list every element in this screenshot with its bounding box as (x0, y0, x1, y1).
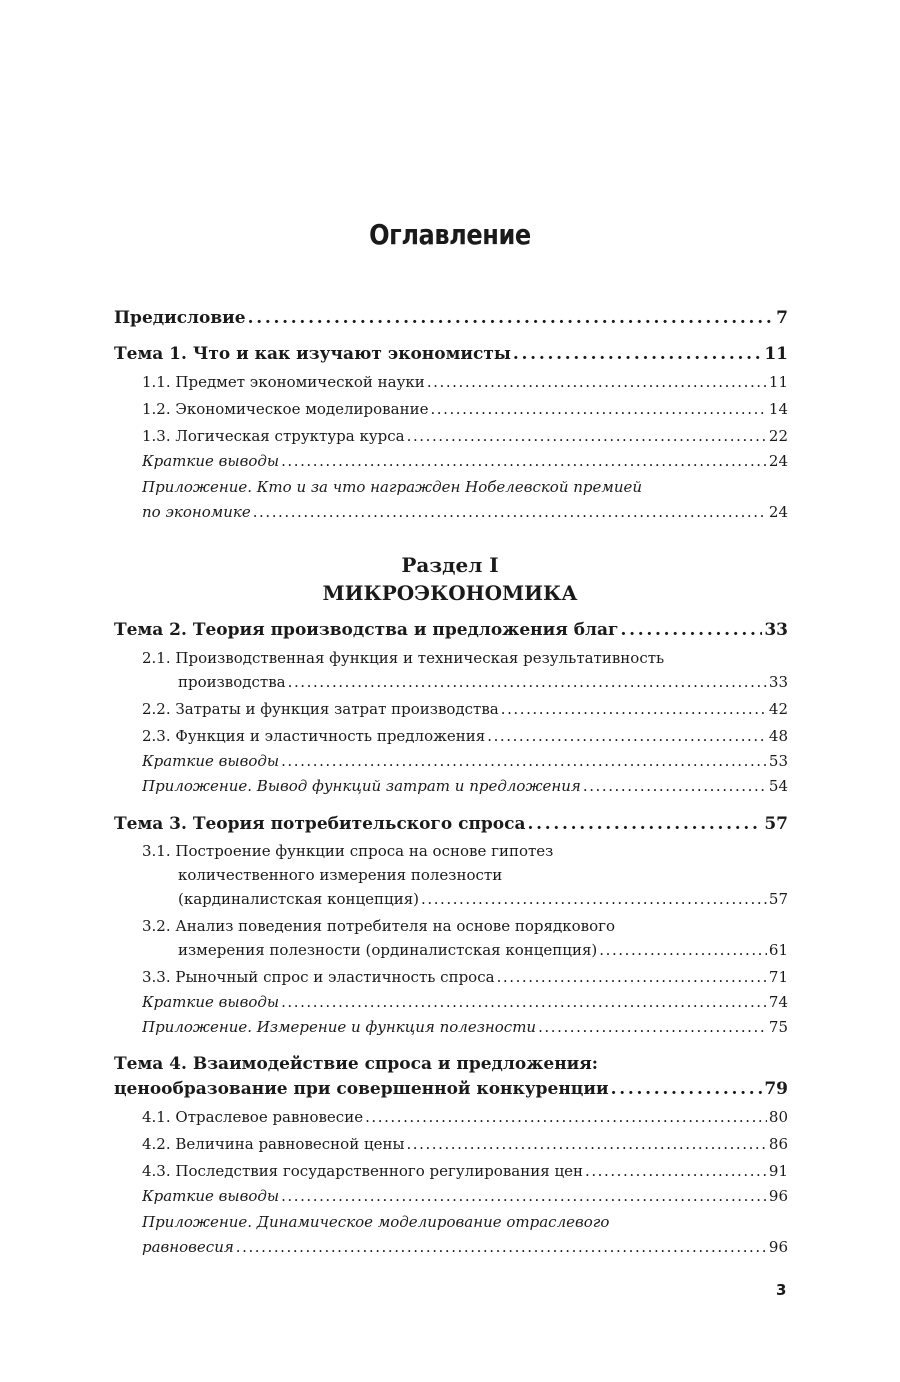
toc-entry-3-2-line1: 3.2. Анализ поведения потребителя на основе порядкового (142, 917, 615, 935)
toc-entry-label: 2.3. Функция и эластичность предложения (142, 727, 486, 745)
dot-leader (288, 673, 767, 691)
toc-entry-label: Краткие выводы (142, 993, 280, 1011)
toc-page-number: 79 (764, 1079, 788, 1099)
toc-entry-3-1-line1: 3.1. Построение функции спроса на основе гипотез (142, 842, 554, 860)
toc-page-number: 7 (776, 308, 788, 328)
toc-page-number: 48 (768, 727, 788, 745)
toc-entry-2-1-line1: 2.1. Производственная функция и техническая результативность (142, 649, 665, 667)
toc-entry-1-3[interactable] (142, 427, 788, 445)
dot-leader (365, 1108, 767, 1126)
toc-entry-1-2[interactable] (142, 400, 788, 418)
section-title: МИКРОЭКОНОМИКА (322, 581, 578, 605)
toc-entry-label: 3.3. Рыночный спрос и эластичность спроса (142, 968, 495, 986)
toc-entry-label: равновесия (142, 1238, 234, 1256)
toc-entry-4-3[interactable] (142, 1162, 788, 1180)
dot-leader (497, 968, 767, 986)
toc-entry-3-1-line2: количественного измерения полезности (178, 866, 503, 884)
toc-entry-2-2[interactable] (142, 700, 788, 718)
toc-page-number: 71 (768, 968, 788, 986)
toc-entry-3-appendix[interactable] (142, 1018, 788, 1036)
toc-page-number: 42 (768, 700, 788, 718)
toc-page-number: 11 (764, 344, 788, 364)
toc-entry-1-summary[interactable] (142, 452, 788, 470)
section-number: Раздел I (401, 553, 499, 577)
dot-leader (538, 1018, 767, 1036)
toc-entry-label: измерения полезности (ординалистская концепция) (178, 941, 598, 959)
toc-entry-1-appendix[interactable] (142, 503, 788, 521)
toc-entry-4-1[interactable] (142, 1108, 788, 1126)
toc-entry-label: ценообразование при совершенной конкуренции (114, 1079, 609, 1099)
toc-page-number: 80 (768, 1108, 788, 1126)
toc-entry-3-3[interactable] (142, 968, 788, 986)
toc-page-number: 86 (768, 1135, 788, 1153)
toc-entry-label: Краткие выводы (142, 452, 280, 470)
toc-page-number: 33 (768, 673, 788, 691)
toc-entry-label: 4.3. Последствия государственного регулирования цен (142, 1162, 583, 1180)
toc-page-number: 57 (768, 890, 788, 908)
toc-entry-label: Приложение. Измерение и функция полезности (142, 1018, 537, 1036)
page-folio: 3 (776, 1281, 787, 1299)
toc-entry-4-appendix[interactable] (142, 1238, 788, 1256)
dot-leader (620, 620, 762, 640)
toc-entry-label: по экономике (142, 503, 251, 521)
toc-entry-label: производства (178, 673, 286, 691)
toc-page-number: 96 (768, 1238, 788, 1256)
dot-leader (527, 814, 762, 834)
toc-page-number: 54 (768, 777, 788, 795)
dot-leader (513, 344, 762, 364)
dot-leader (583, 777, 767, 795)
toc-page-number: 61 (768, 941, 788, 959)
toc-entry-3-2[interactable] (142, 941, 788, 959)
toc-page-number: 57 (764, 814, 788, 834)
dot-leader (236, 1238, 767, 1256)
toc-entry-label: 1.2. Экономическое моделирование (142, 400, 429, 418)
toc-page-number: 22 (768, 427, 788, 445)
toc-entry-2-appendix[interactable] (142, 777, 788, 795)
dot-leader (281, 1187, 767, 1205)
page-title: Оглавление (369, 218, 531, 251)
toc-entry-topic-2[interactable] (114, 620, 788, 640)
toc-entry-preface[interactable] (114, 308, 788, 328)
dot-leader (611, 1079, 763, 1099)
toc-entry-topic-4[interactable] (114, 1079, 788, 1099)
dot-leader (407, 427, 767, 445)
toc-page-number: 91 (768, 1162, 788, 1180)
toc-entry-2-3[interactable] (142, 727, 788, 745)
toc-entry-label: Тема 1. Что и как изучают экономисты (114, 344, 511, 364)
toc-entry-label: Тема 3. Теория потребительского спроса (114, 814, 526, 834)
toc-entry-4-appendix-line1: Приложение. Динамическое моделирование отраслевого (142, 1213, 610, 1231)
toc-entry-1-1[interactable] (142, 373, 788, 391)
toc-entry-4-2[interactable] (142, 1135, 788, 1153)
toc-page-number: 75 (768, 1018, 788, 1036)
toc-page-number: 24 (768, 503, 788, 521)
toc-entry-2-1[interactable] (142, 673, 788, 691)
dot-leader (501, 700, 767, 718)
dot-leader (281, 752, 767, 770)
dot-leader (427, 373, 767, 391)
toc-entry-label: 2.2. Затраты и функция затрат производства (142, 700, 499, 718)
toc-entry-2-summary[interactable] (142, 752, 788, 770)
toc-page-number: 11 (768, 373, 788, 391)
dot-leader (421, 890, 767, 908)
toc-entry-label: (кардиналистская концепция) (178, 890, 420, 908)
toc-entry-label: Краткие выводы (142, 1187, 280, 1205)
toc-page-number: 96 (768, 1187, 788, 1205)
toc-page-number: 33 (764, 620, 788, 640)
dot-leader (248, 308, 775, 328)
dot-leader (406, 1135, 766, 1153)
toc-entry-1-appendix-line1: Приложение. Кто и за что награжден Нобелевской премией (142, 478, 643, 496)
toc-page-number: 14 (768, 400, 788, 418)
toc-entry-topic-3[interactable] (114, 814, 788, 834)
dot-leader (281, 993, 767, 1011)
toc-entry-label: Приложение. Вывод функций затрат и предложения (142, 777, 581, 795)
toc-entry-3-1[interactable] (142, 890, 788, 908)
toc-entry-topic-4-line1: Тема 4. Взаимодействие спроса и предложения: (114, 1054, 599, 1074)
toc-entry-topic-1[interactable] (114, 344, 788, 364)
dot-leader (599, 941, 767, 959)
toc-entry-label: Предисловие (114, 308, 246, 328)
toc-entry-label: Тема 2. Теория производства и предложения благ (114, 620, 619, 640)
dot-leader (430, 400, 766, 418)
dot-leader (487, 727, 767, 745)
toc-entry-4-summary[interactable] (142, 1187, 788, 1205)
dot-leader (253, 503, 767, 521)
toc-entry-label: 4.2. Величина равновесной цены (142, 1135, 405, 1153)
dot-leader (585, 1162, 767, 1180)
dot-leader (281, 452, 767, 470)
toc-entry-label: Краткие выводы (142, 752, 280, 770)
toc-entry-3-summary[interactable] (142, 993, 788, 1011)
toc-entry-label: 1.1. Предмет экономической науки (142, 373, 425, 391)
toc-entry-label: 4.1. Отраслевое равновесие (142, 1108, 364, 1126)
toc-page-number: 24 (768, 452, 788, 470)
toc-page-number: 74 (768, 993, 788, 1011)
toc-entry-label: 1.3. Логическая структура курса (142, 427, 405, 445)
toc-page-number: 53 (768, 752, 788, 770)
